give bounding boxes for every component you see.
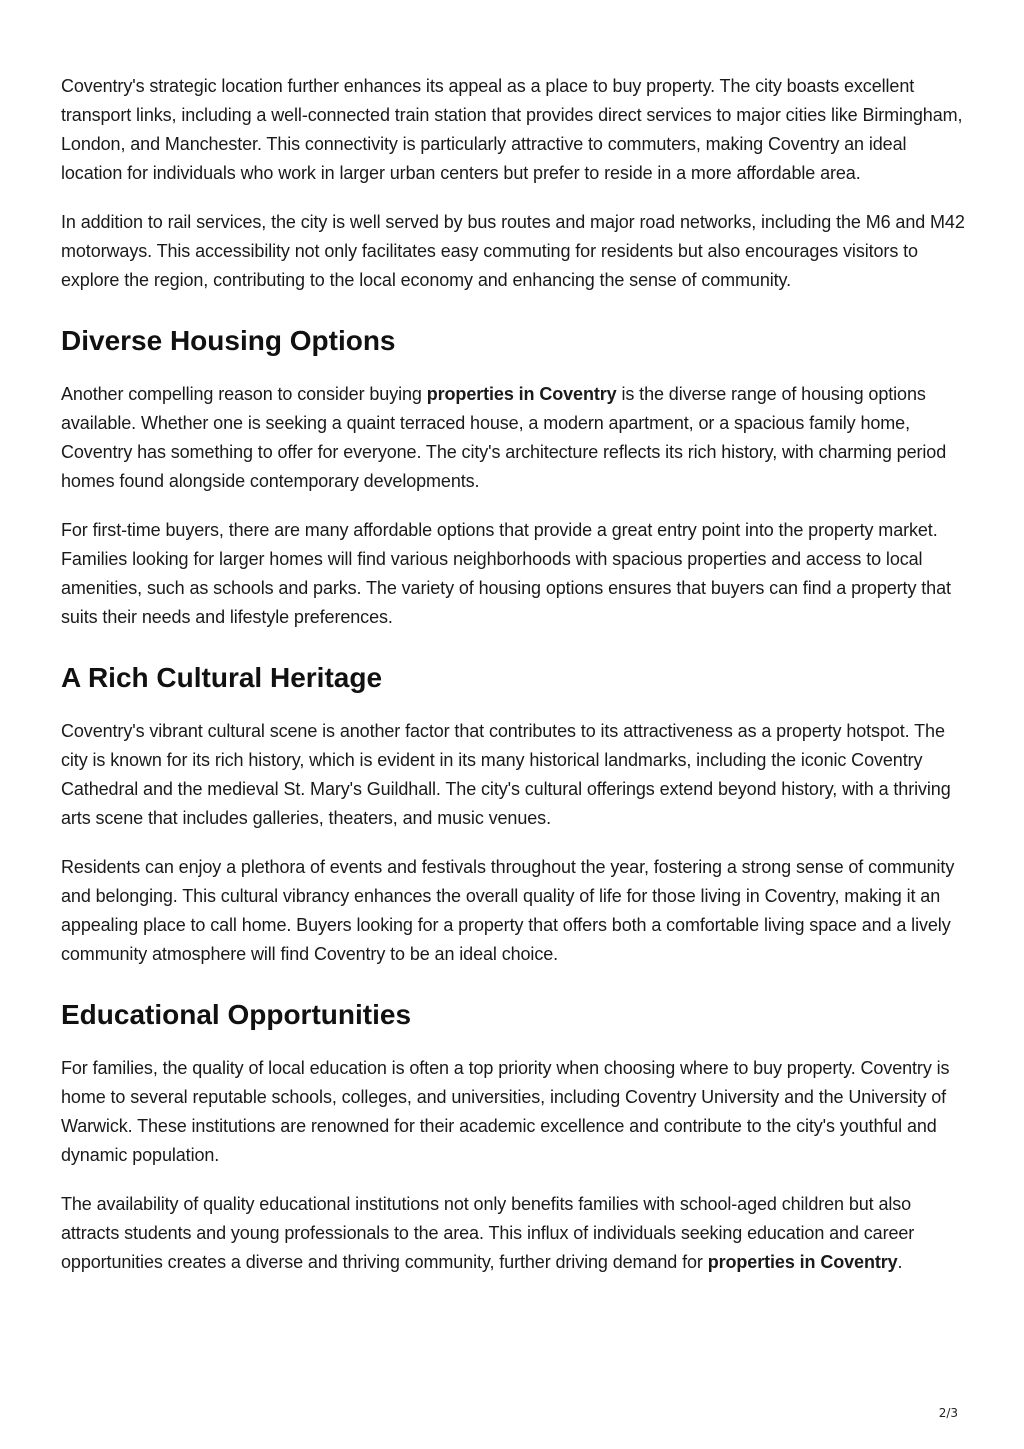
housing-p1-text-after: is the diverse range of housing options available. Whether one is seeking a quaint terraced house, a modern apartment, or a spacious family home, Coventry has something to offer for everyone. The city's architecture reflects its rich history, with charming period homes found alongside contemporary developments. [61, 384, 947, 491]
education-paragraph-2 [61, 1190, 966, 1277]
education-p2-text-before: The availability of quality educational institutions not only benefits families with school-aged children but also attracts students and young professionals to the area. This influx of individuals seeking education and career opportunities creates a diverse and thriving community, further driving demand for [61, 1194, 915, 1272]
education-p2-text-after: . [897, 1252, 903, 1272]
culture-paragraph-2: Residents can enjoy a plethora of events and festivals throughout the year, fostering a strong sense of community and belonging. This cultural vibrancy enhances the overall quality of life for those living in Coventry, making it an appealing place to call home. Buyers looking for a property that offers both a comfortable living space and a lively community atmosphere will find Coventry to be an ideal choice. [61, 857, 955, 964]
intro-paragraph-2: In addition to rail services, the city is well served by bus routes and major road networks, including the M6 and M42 motorways. This accessibility not only facilitates easy commuting for residents but also encourages visitors to explore the region, contributing to the local economy and enhancing the sense of community. [61, 212, 965, 290]
page-number: 2/3 [938, 1406, 958, 1420]
housing-paragraph-2: For first-time buyers, there are many affordable options that provide a great entry point into the property market. Families looking for larger homes will find various neighborhoods with spacious properties and access to local amenities, such as schools and parks. The variety of housing options ensures that buyers can find a property that suits their needs and lifestyle preferences. [61, 520, 951, 627]
education-p2-bold-keyword: properties in Coventry [707, 1252, 898, 1272]
education-paragraph-1: For families, the quality of local education is often a top priority when choosing where to buy property. Coventry is home to several reputable schools, colleges, and universities, including Coventry University and the University of Warwick. These institutions are renowned for their academic excellence and contribute to the city's youthful and dynamic population. [61, 1058, 950, 1165]
housing-paragraph-1 [61, 380, 966, 496]
culture-paragraph-1: Coventry's vibrant cultural scene is another factor that contributes to its attractiveness as a property hotspot. The city is known for its rich history, which is evident in its many historical landmarks, including the iconic Coventry Cathedral and the medieval St. Mary's Guildhall. The city's cultural offerings extend beyond history, with a thriving arts scene that includes galleries, theaters, and music venues. [61, 721, 951, 828]
heading-educational-opportunities: Educational Opportunities [61, 999, 412, 1030]
housing-p1-bold-keyword: properties in Coventry [426, 384, 617, 404]
heading-diverse-housing: Diverse Housing Options [61, 325, 396, 356]
housing-p1-text-before: Another compelling reason to consider buying [61, 384, 427, 404]
document-page [61, 72, 966, 1297]
heading-cultural-heritage: A Rich Cultural Heritage [61, 662, 383, 693]
intro-paragraph-1: Coventry's strategic location further enhances its appeal as a place to buy property. The city boasts excellent transport links, including a well-connected train station that provides direct services to major cities like Birmingham, London, and Manchester. This connectivity is particularly attractive to commuters, making Coventry an ideal location for individuals who work in larger urban centers but prefer to reside in a more affordable area. [61, 76, 963, 183]
